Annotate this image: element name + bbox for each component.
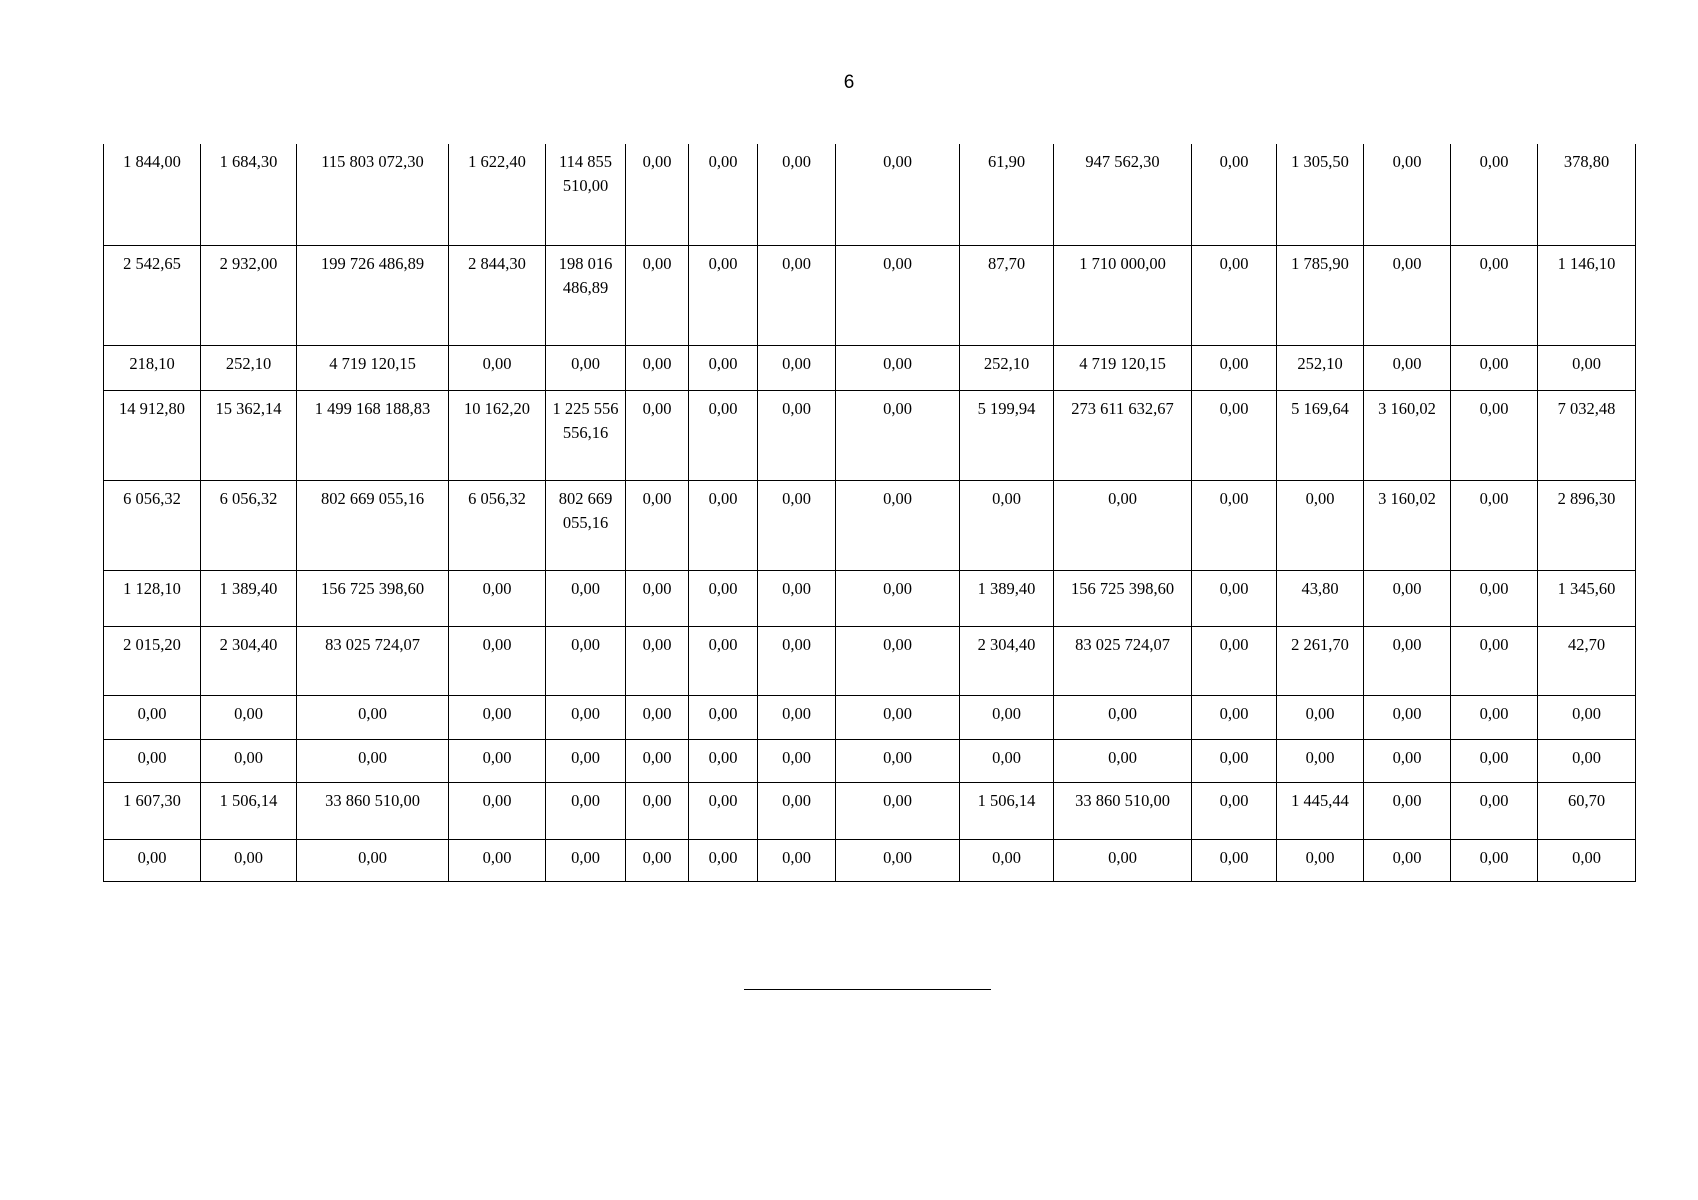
table-cell: 198 016 486,89 [546,245,626,345]
table-cell: 115 803 072,30 [297,144,449,245]
table-cell: 0,00 [1192,245,1277,345]
table-cell: 114 855 510,00 [546,144,626,245]
table-cell: 0,00 [689,626,758,695]
table-cell: 1 607,30 [104,782,201,839]
table-cell: 15 362,14 [201,390,297,480]
table-cell: 0,00 [836,739,960,782]
table-cell: 0,00 [836,695,960,739]
table-row [104,782,1636,839]
table-cell: 0,00 [1451,695,1538,739]
table-cell: 0,00 [1364,570,1451,626]
table-cell: 0,00 [201,739,297,782]
table-cell: 0,00 [1364,245,1451,345]
table-cell: 0,00 [836,839,960,881]
table-cell: 0,00 [836,782,960,839]
table-cell: 0,00 [1054,739,1192,782]
table-cell: 33 860 510,00 [297,782,449,839]
table-cell: 1 506,14 [201,782,297,839]
table-cell: 1 225 556 556,16 [546,390,626,480]
table-cell: 0,00 [449,739,546,782]
table-cell: 0,00 [758,480,836,570]
table-cell: 0,00 [626,626,689,695]
table-cell: 0,00 [1451,245,1538,345]
table-cell: 0,00 [836,480,960,570]
table-cell: 0,00 [1364,144,1451,245]
table-row [104,695,1636,739]
table-cell: 0,00 [1364,839,1451,881]
table-cell: 2 932,00 [201,245,297,345]
table-cell: 3 160,02 [1364,480,1451,570]
table-cell: 4 719 120,15 [297,345,449,390]
table-cell: 0,00 [758,839,836,881]
table-cell: 83 025 724,07 [1054,626,1192,695]
table-cell: 1 345,60 [1538,570,1636,626]
table-cell: 0,00 [758,570,836,626]
table-cell: 0,00 [1364,695,1451,739]
table-cell: 802 669 055,16 [297,480,449,570]
table-cell: 0,00 [1364,739,1451,782]
table-cell: 0,00 [626,245,689,345]
table-cell: 43,80 [1277,570,1364,626]
table-cell: 0,00 [546,839,626,881]
table-cell: 0,00 [626,739,689,782]
table-cell: 0,00 [1451,390,1538,480]
table-cell: 0,00 [201,695,297,739]
table-cell: 2 304,40 [960,626,1054,695]
table-cell: 0,00 [1192,345,1277,390]
table-cell: 61,90 [960,144,1054,245]
table-cell: 0,00 [1192,739,1277,782]
table-cell: 0,00 [297,739,449,782]
table-cell: 0,00 [960,480,1054,570]
table-cell: 0,00 [1538,695,1636,739]
table-cell: 6 056,32 [449,480,546,570]
table-cell: 0,00 [689,345,758,390]
table-cell: 252,10 [201,345,297,390]
table-cell: 0,00 [546,345,626,390]
table-cell: 0,00 [1277,839,1364,881]
table-cell: 0,00 [1192,144,1277,245]
table-cell: 0,00 [626,695,689,739]
table-cell: 0,00 [689,782,758,839]
table-row [104,839,1636,881]
table-cell: 252,10 [960,345,1054,390]
table-cell: 0,00 [689,695,758,739]
table-cell: 0,00 [960,739,1054,782]
table-cell: 0,00 [449,695,546,739]
table-cell: 1 785,90 [1277,245,1364,345]
table-cell: 0,00 [626,345,689,390]
table-row [104,739,1636,782]
table-cell: 5 169,64 [1277,390,1364,480]
table-row [104,480,1636,570]
table-cell: 0,00 [1451,626,1538,695]
table-cell: 2 304,40 [201,626,297,695]
table-cell: 0,00 [758,782,836,839]
table-cell: 0,00 [1192,839,1277,881]
table-cell: 1 684,30 [201,144,297,245]
table-cell: 0,00 [758,345,836,390]
table-cell: 2 015,20 [104,626,201,695]
table-body [104,144,1636,881]
table-cell: 0,00 [689,144,758,245]
table-cell: 156 725 398,60 [297,570,449,626]
table-cell: 1 146,10 [1538,245,1636,345]
table-cell: 0,00 [836,245,960,345]
table-cell: 0,00 [1451,570,1538,626]
table-cell: 0,00 [546,695,626,739]
table-cell: 0,00 [689,245,758,345]
table-cell: 0,00 [1451,345,1538,390]
table-cell: 0,00 [689,739,758,782]
table-row [104,345,1636,390]
table-cell: 0,00 [626,390,689,480]
table-cell: 0,00 [626,839,689,881]
table-cell: 0,00 [1364,626,1451,695]
table-cell: 802 669 055,16 [546,480,626,570]
table-cell: 83 025 724,07 [297,626,449,695]
table-cell: 0,00 [104,839,201,881]
table-cell: 199 726 486,89 [297,245,449,345]
table-cell: 0,00 [1192,570,1277,626]
table-cell: 6 056,32 [104,480,201,570]
table-cell: 0,00 [836,144,960,245]
table-cell: 0,00 [758,390,836,480]
table-cell: 0,00 [689,570,758,626]
table-cell: 0,00 [449,626,546,695]
table-cell: 0,00 [449,345,546,390]
table-cell: 0,00 [626,570,689,626]
table-cell: 1 305,50 [1277,144,1364,245]
table-cell: 0,00 [1277,480,1364,570]
table-cell: 3 160,02 [1364,390,1451,480]
table-cell: 0,00 [546,739,626,782]
table-cell: 1 622,40 [449,144,546,245]
table-cell: 0,00 [1364,345,1451,390]
table-cell: 0,00 [758,739,836,782]
table-cell: 0,00 [1451,144,1538,245]
table-cell: 947 562,30 [1054,144,1192,245]
table-cell: 60,70 [1538,782,1636,839]
table-cell: 1 389,40 [960,570,1054,626]
table-cell: 0,00 [1054,839,1192,881]
table-cell: 5 199,94 [960,390,1054,480]
table-cell: 0,00 [104,739,201,782]
table-cell: 0,00 [297,695,449,739]
table-cell: 0,00 [626,782,689,839]
table-cell: 1 128,10 [104,570,201,626]
table-cell: 2 261,70 [1277,626,1364,695]
table-cell: 0,00 [1451,782,1538,839]
page-number: 6 [843,72,855,93]
table-cell: 0,00 [836,390,960,480]
table-cell: 0,00 [1192,480,1277,570]
table-cell: 0,00 [1054,695,1192,739]
table-cell: 0,00 [836,626,960,695]
table-cell: 42,70 [1538,626,1636,695]
table-cell: 7 032,48 [1538,390,1636,480]
table-cell: 10 162,20 [449,390,546,480]
table-cell: 0,00 [1192,390,1277,480]
table-cell: 0,00 [689,390,758,480]
table-cell: 0,00 [689,480,758,570]
table-cell: 0,00 [1538,345,1636,390]
table-cell: 2 896,30 [1538,480,1636,570]
table-cell: 33 860 510,00 [1054,782,1192,839]
table-cell: 0,00 [626,144,689,245]
table-cell: 0,00 [758,144,836,245]
table-cell: 0,00 [1451,739,1538,782]
table-cell: 273 611 632,67 [1054,390,1192,480]
table-cell: 0,00 [104,695,201,739]
table-cell: 0,00 [1364,782,1451,839]
table-cell: 0,00 [689,839,758,881]
table-cell: 0,00 [546,782,626,839]
table-cell: 378,80 [1538,144,1636,245]
table-cell: 2 542,65 [104,245,201,345]
table-cell: 0,00 [1192,626,1277,695]
table-cell: 14 912,80 [104,390,201,480]
table-cell: 252,10 [1277,345,1364,390]
table-cell: 0,00 [546,626,626,695]
table-cell: 87,70 [960,245,1054,345]
table-row [104,390,1636,480]
table-cell: 0,00 [1192,695,1277,739]
table-cell: 0,00 [626,480,689,570]
table-cell: 0,00 [758,245,836,345]
table-cell: 1 445,44 [1277,782,1364,839]
table-cell: 0,00 [1538,739,1636,782]
table-cell: 0,00 [546,570,626,626]
table-cell: 218,10 [104,345,201,390]
table-cell: 0,00 [960,695,1054,739]
signature-line [744,989,991,990]
table-cell: 0,00 [449,839,546,881]
table-cell: 1 506,14 [960,782,1054,839]
table-cell: 0,00 [1277,695,1364,739]
table-cell: 0,00 [449,782,546,839]
table-cell: 1 389,40 [201,570,297,626]
table-cell: 1 499 168 188,83 [297,390,449,480]
table-cell: 1 710 000,00 [1054,245,1192,345]
table-cell: 0,00 [836,345,960,390]
table-cell: 0,00 [297,839,449,881]
table-cell: 156 725 398,60 [1054,570,1192,626]
table-cell: 0,00 [1192,782,1277,839]
table-cell: 0,00 [1451,839,1538,881]
table-cell: 0,00 [1277,739,1364,782]
table-cell: 0,00 [449,570,546,626]
table-cell: 2 844,30 [449,245,546,345]
table-cell: 0,00 [1054,480,1192,570]
table-row [104,144,1636,245]
table-row [104,245,1636,345]
data-table [103,144,1636,882]
table-row [104,570,1636,626]
table-cell: 0,00 [758,626,836,695]
table-cell: 1 844,00 [104,144,201,245]
table-cell: 0,00 [1538,839,1636,881]
table-cell: 0,00 [960,839,1054,881]
table-cell: 0,00 [201,839,297,881]
table-cell: 4 719 120,15 [1054,345,1192,390]
table-cell: 6 056,32 [201,480,297,570]
table-cell: 0,00 [1451,480,1538,570]
table-row [104,626,1636,695]
table-cell: 0,00 [836,570,960,626]
table-cell: 0,00 [758,695,836,739]
